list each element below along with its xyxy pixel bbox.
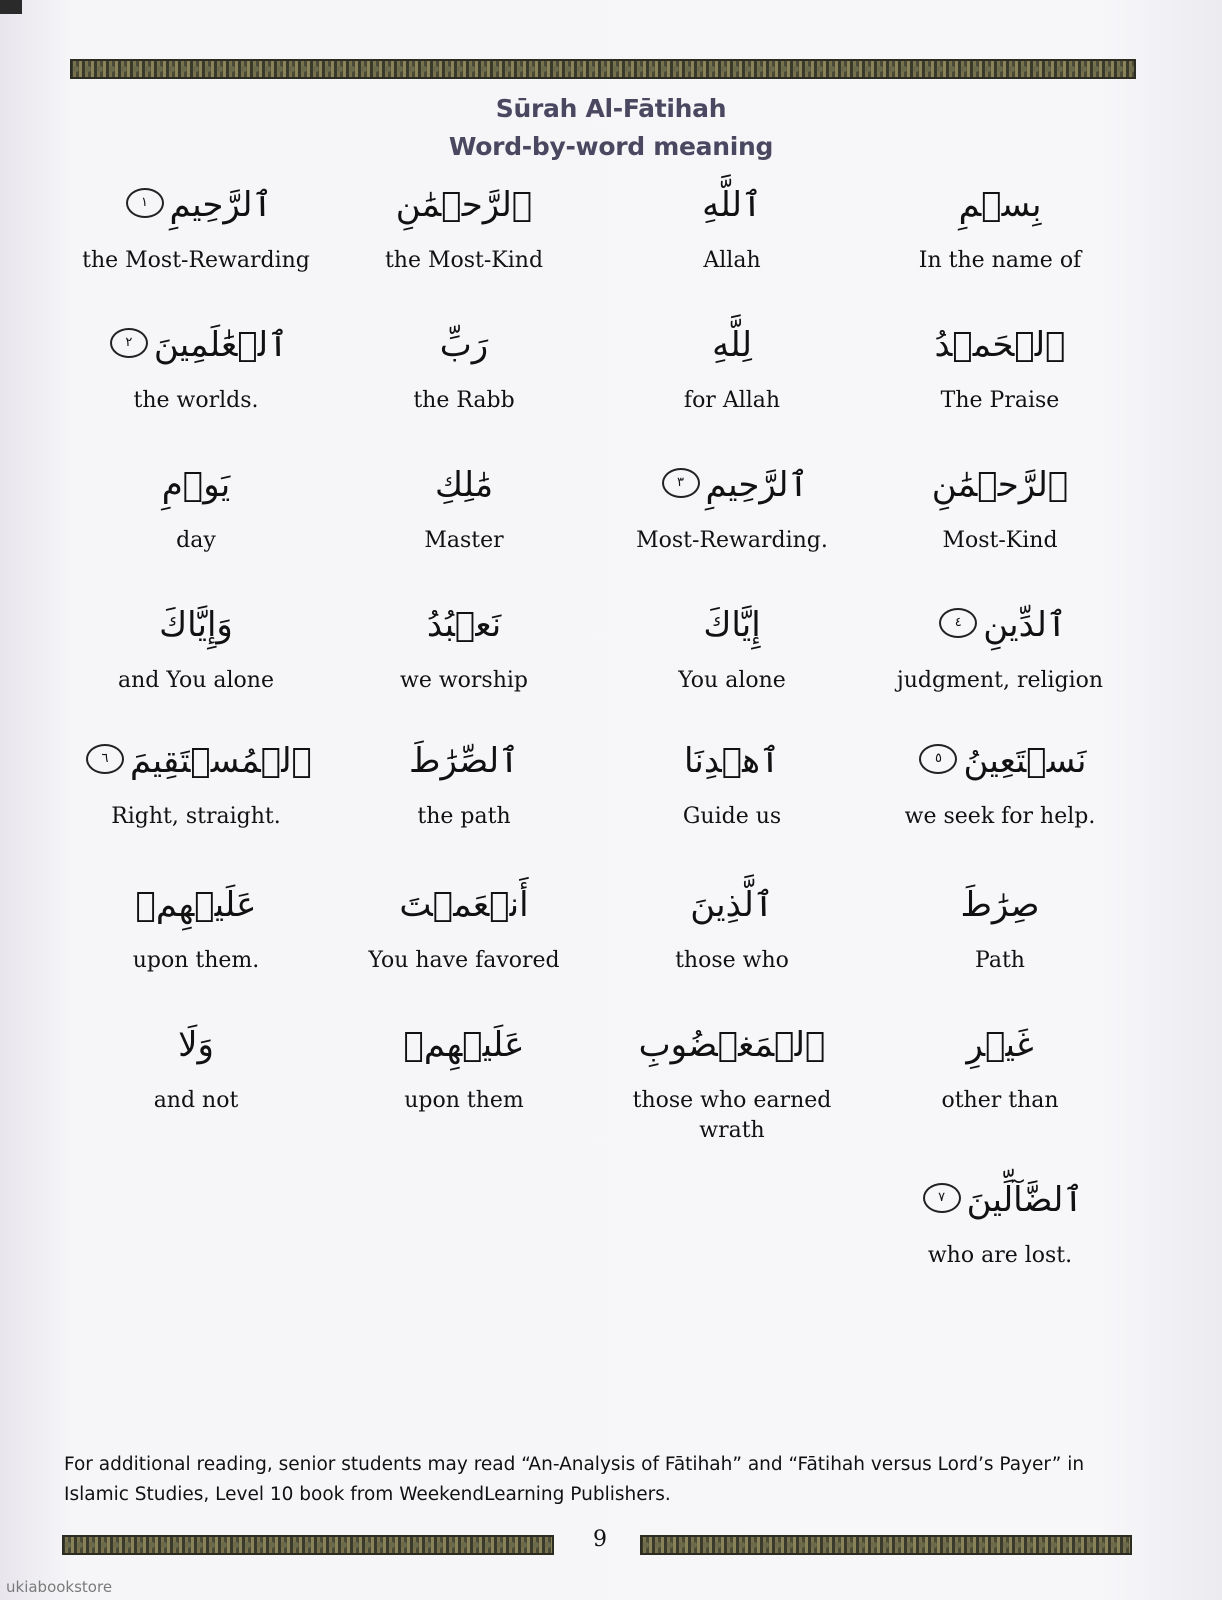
ayah-number-icon: ٧ (923, 1183, 961, 1213)
arabic-text: إِيَّاكَ (703, 605, 761, 645)
arabic-word (62, 320, 330, 370)
arabic-text: بِسۡمِ (958, 185, 1042, 225)
word-cell (62, 460, 330, 556)
word-cell (866, 736, 1134, 832)
arabic-text: ٱهۡدِنَا (684, 741, 780, 781)
arabic-text: لِلَّهِ (712, 325, 752, 365)
arabic-word (598, 736, 866, 786)
arabic-text: ٱلۡحَمۡدُ (934, 325, 1066, 365)
word-cell (62, 320, 330, 416)
arabic-word (866, 736, 1134, 786)
arabic-text: عَلَيۡهِمۡ (403, 1025, 525, 1065)
arabic-text: ٱلۡمُسۡتَقِيمَ (130, 741, 312, 781)
english-meaning: the worlds. (133, 388, 259, 413)
arabic-word (598, 320, 866, 370)
word-cell (866, 880, 1134, 976)
english-meaning: You alone (678, 668, 786, 693)
arabic-word (598, 460, 866, 510)
word-cell (330, 880, 598, 976)
arabic-text: ٱلصِّرَٰطَ (409, 741, 519, 781)
arabic-word (598, 600, 866, 650)
arabic-word (866, 1020, 1134, 1070)
word-cell (598, 320, 866, 416)
english-meaning: those who (675, 948, 789, 973)
arabic-word (866, 180, 1134, 230)
english-meaning: the Rabb (413, 388, 515, 413)
arabic-text: صِرَٰطَ (960, 885, 1040, 925)
word-cell (598, 880, 866, 976)
ayah-number-icon: ٥ (919, 744, 957, 774)
arabic-text: ٱلرَّحۡمَٰنِ (931, 465, 1069, 505)
word-cell (598, 460, 866, 556)
arabic-text: ٱللَّهِ (702, 185, 762, 225)
footnote: For additional reading, senior students may read “An-Analysis of Fātihah” and “Fātihah versus Lord’s Payer” in Islamic Studies, Level 10 book from WeekendLearning Publishers. (64, 1454, 1085, 1505)
word-cell (330, 180, 598, 276)
arabic-word (62, 1020, 330, 1070)
ayah-number-icon: ٣ (662, 468, 700, 498)
page-number: 9 (593, 1527, 607, 1552)
english-meaning: the path (417, 804, 511, 829)
english-meaning: Most-Rewarding. (636, 528, 828, 553)
english-meaning: for Allah (683, 388, 781, 413)
english-meaning: Path (975, 948, 1025, 973)
word-cell (866, 1020, 1134, 1116)
english-meaning: we seek for help. (904, 804, 1096, 829)
arabic-word (62, 880, 330, 930)
arabic-text: ٱلرَّحۡمَٰنِ (395, 185, 533, 225)
word-cell (598, 180, 866, 276)
decorative-border-top (70, 59, 1136, 79)
word-cell (866, 320, 1134, 416)
arabic-word (62, 600, 330, 650)
arabic-word (62, 180, 330, 230)
arabic-word (330, 320, 598, 370)
english-meaning: day (176, 528, 216, 553)
english-meaning: judgment, religion (896, 668, 1104, 693)
english-meaning: upon them (404, 1088, 524, 1113)
english-meaning: who are lost. (927, 1243, 1073, 1268)
english-meaning: the Most-Kind (384, 248, 544, 273)
english-meaning: Right, straight. (111, 804, 281, 829)
word-cell (330, 736, 598, 832)
english-meaning: In the name of (918, 248, 1082, 273)
arabic-word (598, 880, 866, 930)
english-meaning: upon them. (132, 948, 260, 973)
english-meaning: Master (424, 528, 504, 553)
word-cell (62, 1020, 330, 1116)
word-cell (598, 1020, 866, 1146)
word-cell (866, 1175, 1134, 1271)
arabic-word (866, 600, 1134, 650)
arabic-text: عَلَيۡهِمۡ (135, 885, 257, 925)
english-meaning: and not (153, 1088, 239, 1113)
arabic-word (330, 736, 598, 786)
arabic-text: ٱلرَّحِيمِ (705, 465, 809, 505)
word-cell (598, 600, 866, 696)
arabic-word (330, 600, 598, 650)
word-cell (330, 600, 598, 696)
english-meaning: we worship (399, 668, 528, 693)
word-cell (866, 600, 1134, 696)
arabic-text: ٱلۡمَغۡضُوبِ (638, 1025, 826, 1065)
word-cell (330, 320, 598, 416)
english-meaning: Allah (703, 248, 761, 273)
arabic-text: مَٰلِكِ (434, 465, 494, 505)
arabic-text: يَوۡمِ (161, 465, 231, 505)
word-cell (62, 880, 330, 976)
arabic-word (866, 460, 1134, 510)
english-meaning: The Praise (940, 388, 1060, 413)
arabic-word (598, 1020, 866, 1070)
arabic-text: ٱلۡعَٰلَمِينَ (153, 325, 289, 365)
arabic-word (330, 180, 598, 230)
arabic-text: رَبِّ (439, 325, 489, 365)
arabic-text: ٱلدِّينِ (983, 605, 1067, 645)
word-cell (866, 180, 1134, 276)
arabic-text: ٱلضَّآلِّينَ (966, 1180, 1084, 1220)
arabic-text: نَعۡبُدُ (426, 605, 502, 645)
english-meaning: those who earned wrath (632, 1088, 832, 1143)
arabic-text: وَلَا (178, 1025, 214, 1065)
word-cell (866, 460, 1134, 556)
word-cell (62, 180, 330, 276)
watermark: ukiabookstore (6, 1578, 113, 1596)
arabic-word (330, 880, 598, 930)
arabic-word (62, 736, 330, 786)
english-meaning: Guide us (682, 804, 782, 829)
arabic-text: أَنۡعَمۡتَ (399, 885, 529, 925)
ayah-number-icon: ١ (126, 188, 164, 218)
arabic-text: ٱلَّذِينَ (690, 885, 774, 925)
ayah-number-icon: ٤ (939, 608, 977, 638)
english-meaning: and You alone (118, 668, 274, 693)
page-title: Sūrah Al-Fātihah (495, 94, 727, 123)
arabic-text: نَسۡتَعِينُ (963, 741, 1087, 781)
english-meaning: other than (941, 1088, 1059, 1113)
ayah-number-icon: ٢ (110, 328, 148, 358)
word-cell (330, 460, 598, 556)
decorative-border-bottom-right (640, 1535, 1132, 1555)
page-subtitle: Word-by-word meaning (448, 132, 774, 161)
decorative-border-bottom-left (62, 1535, 554, 1555)
english-meaning: You have favored (368, 948, 560, 973)
arabic-word (62, 460, 330, 510)
ayah-number-icon: ٦ (86, 744, 124, 774)
word-cell (330, 1020, 598, 1116)
english-meaning: Most-Kind (942, 528, 1058, 553)
word-cell (62, 600, 330, 696)
arabic-word (866, 1175, 1134, 1225)
arabic-word (330, 1020, 598, 1070)
arabic-word (330, 460, 598, 510)
arabic-word (866, 320, 1134, 370)
arabic-word (598, 180, 866, 230)
english-meaning: the Most-Rewarding (82, 248, 310, 273)
word-cell (62, 736, 330, 832)
word-cell (598, 736, 866, 832)
arabic-text: غَيۡرِ (966, 1025, 1034, 1065)
arabic-text: ٱلرَّحِيمِ (169, 185, 273, 225)
arabic-word (866, 880, 1134, 930)
arabic-text: وَإِيَّاكَ (159, 605, 233, 645)
